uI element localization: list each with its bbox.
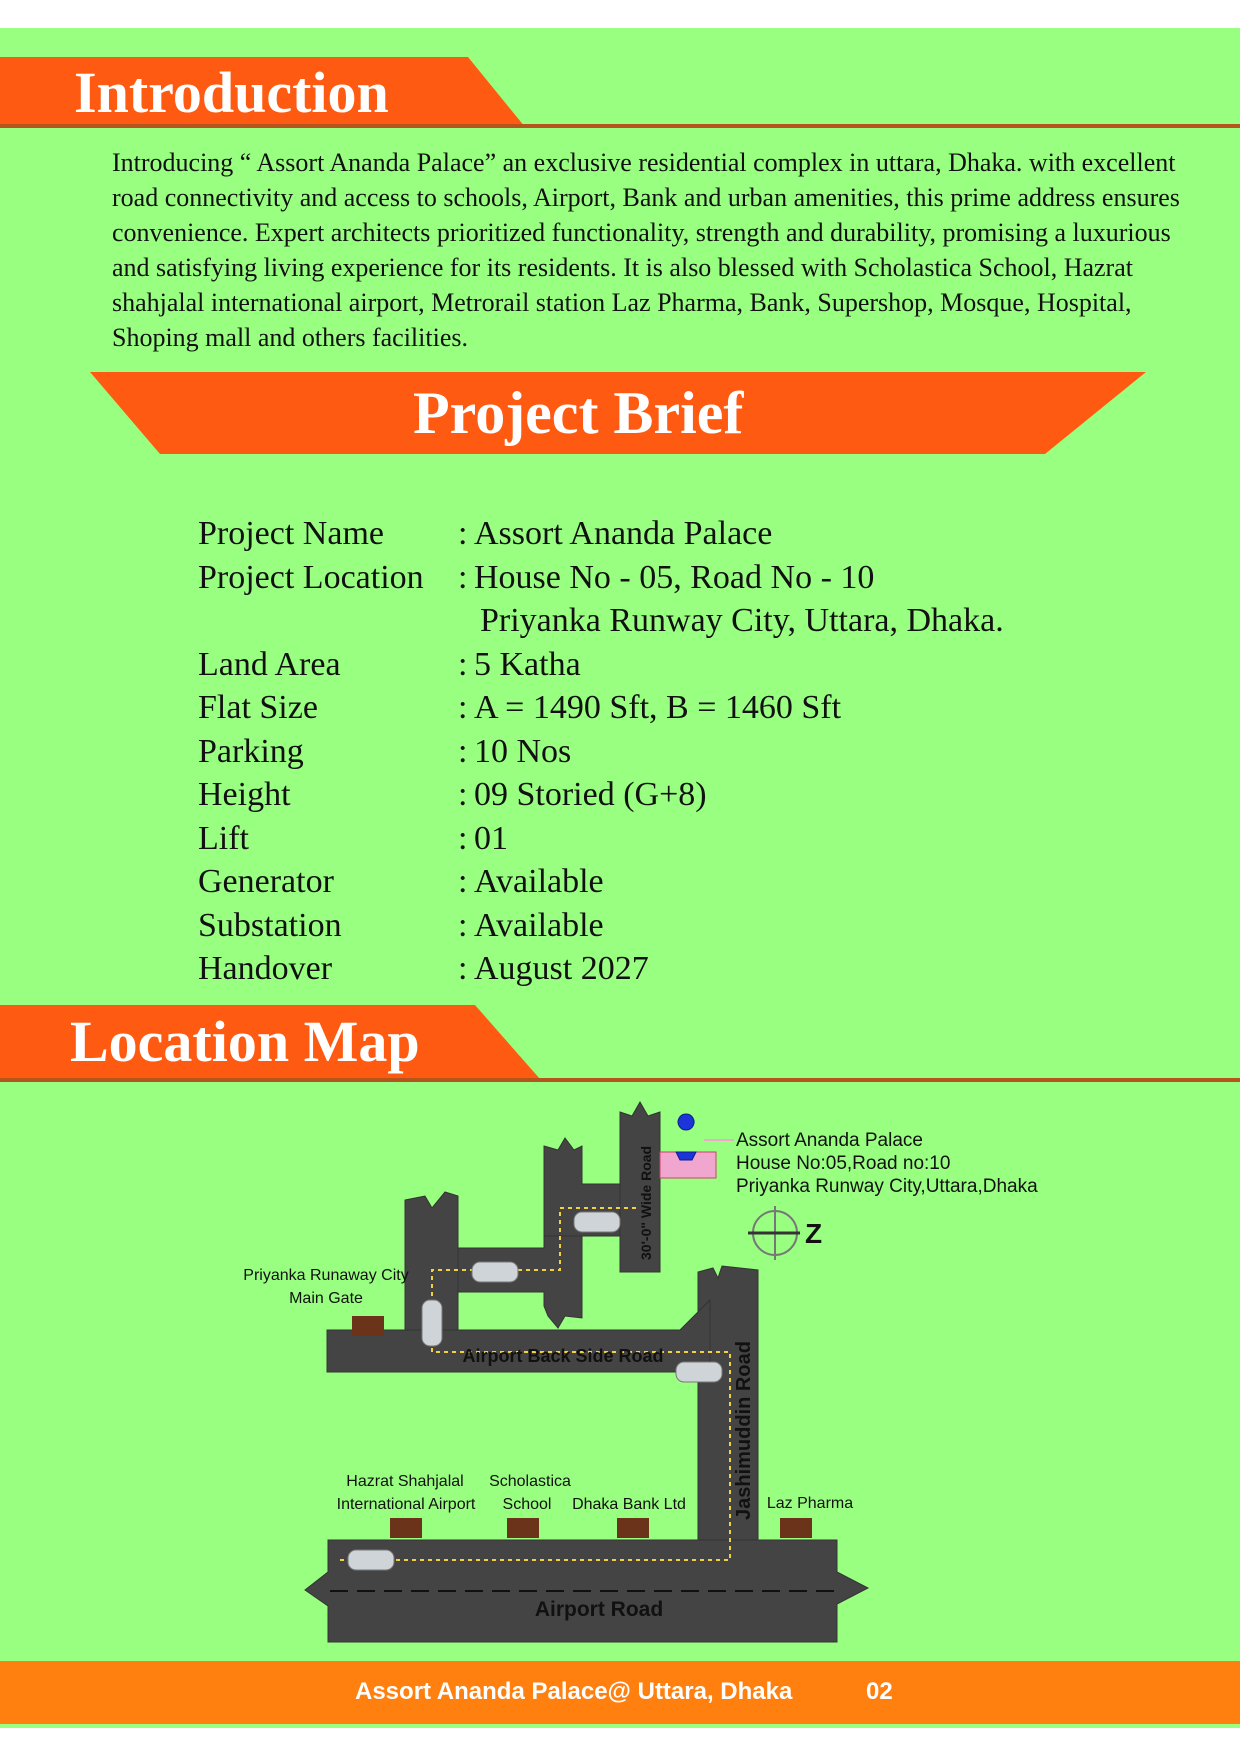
brief-row-substation bbox=[198, 904, 1004, 948]
footer-bar bbox=[0, 1661, 1240, 1724]
brief-label: Lift bbox=[198, 819, 249, 857]
brief-colon: : bbox=[458, 515, 468, 552]
brief-colon: : bbox=[458, 819, 468, 857]
inner-lane-shape bbox=[458, 1236, 582, 1328]
location-map bbox=[0, 1080, 1240, 1660]
school-building bbox=[507, 1518, 539, 1538]
wide-road-label: 30'-0" Wide Road bbox=[638, 1145, 654, 1260]
main-gate-building bbox=[352, 1316, 384, 1336]
airport-road-label: Airport Road bbox=[534, 1598, 664, 1621]
brief-label: Project Location bbox=[198, 558, 424, 596]
brief-label: Project Name bbox=[198, 515, 384, 552]
brief-colon: : bbox=[458, 645, 468, 683]
brief-label: Height bbox=[198, 776, 291, 813]
introduction-paragraph: Introducing “ Assort Ananda Palace” an exclusive residential complex in uttara, Dhaka. with excellent road connectivity and access to schools, Airport, Bank and urban amenities, this prime address ensures convenience. Expert architects prioritized functionality, strength and durability, promising a luxurious and satisfying living experience for its residents. It is also blessed with Scholastica School, Hazrat shahjalal international airport, Metrorail station Laz Pharma, Bank, Supershop, Mosque, Hospital, Shoping mall and others facilities. bbox=[112, 148, 1180, 352]
brief-row-project-location-line2 bbox=[198, 599, 1004, 643]
school-label-line1: Scholastica bbox=[489, 1473, 571, 1490]
car-icon bbox=[422, 1300, 442, 1346]
airport-back-road-label: Airport Back Side Road bbox=[462, 1346, 664, 1366]
bank-label: Dhaka Bank Ltd bbox=[572, 1496, 686, 1513]
airport-label-line2: International Airport bbox=[336, 1496, 476, 1513]
brief-value: August 2027 bbox=[474, 950, 649, 987]
brief-value: Available bbox=[474, 906, 604, 944]
brief-colon: : bbox=[458, 776, 468, 813]
brief-colon: : bbox=[458, 906, 468, 944]
site-label-line1: Assort Ananda Palace bbox=[736, 1130, 923, 1151]
location-pin-icon bbox=[676, 1114, 696, 1160]
project-brief-table bbox=[198, 512, 1004, 991]
brief-value: Available bbox=[474, 863, 604, 900]
jashimuddin-road-label: Jashimuddin Road bbox=[733, 1341, 755, 1520]
pharma-building bbox=[780, 1518, 812, 1538]
brief-value: Priyanka Runway City, Uttara, Dhaka. bbox=[480, 602, 1004, 639]
airport-building bbox=[390, 1518, 422, 1538]
school-label-line2: School bbox=[502, 1496, 552, 1513]
brief-row-generator bbox=[198, 860, 1004, 904]
brief-row-project-name bbox=[198, 512, 1004, 556]
brief-value: 5 Katha bbox=[474, 645, 581, 683]
brief-row-land-area bbox=[198, 643, 1004, 687]
brief-row-handover bbox=[198, 947, 1004, 991]
compass-letter: Z bbox=[805, 1218, 823, 1249]
brief-colon: : bbox=[458, 558, 468, 596]
brief-colon: : bbox=[458, 863, 468, 900]
brief-row-flat-size bbox=[198, 686, 1004, 730]
page-number: 02 bbox=[866, 1678, 893, 1705]
airport-label-line1: Hazrat Shahjalal bbox=[346, 1473, 464, 1490]
main-gate-label-line1: Priyanka Runaway City bbox=[243, 1267, 409, 1284]
car-icon bbox=[348, 1550, 394, 1570]
brief-label: Generator bbox=[198, 863, 334, 900]
pharma-label: Laz Pharma bbox=[766, 1495, 854, 1512]
brief-row-height bbox=[198, 773, 1004, 817]
brief-value: House No - 05, Road No - 10 bbox=[474, 558, 875, 596]
brief-colon: : bbox=[458, 689, 468, 726]
site-label-line3: Priyanka Runway City,Uttara,Dhaka bbox=[736, 1176, 1038, 1197]
brief-label: Flat Size bbox=[198, 689, 318, 726]
brief-label: Substation bbox=[198, 906, 342, 944]
bank-building bbox=[617, 1518, 649, 1538]
brief-value: 01 bbox=[474, 819, 508, 857]
brief-value: 09 Storied (G+8) bbox=[474, 776, 707, 813]
site-label-line2: House No:05,Road no:10 bbox=[736, 1153, 951, 1174]
car-icon bbox=[472, 1262, 518, 1282]
brief-row-project-location bbox=[198, 556, 1004, 600]
footer-text: Assort Ananda Palace@ Uttara, Dhaka bbox=[355, 1678, 793, 1705]
brief-label: Parking bbox=[198, 732, 304, 770]
main-gate-label-line2: Main Gate bbox=[289, 1290, 363, 1307]
introduction-heading: Introduction bbox=[74, 60, 389, 125]
brief-label: Land Area bbox=[198, 645, 341, 683]
project-brief-heading: Project Brief bbox=[413, 380, 744, 446]
brief-value: A = 1490 Sft, B = 1460 Sft bbox=[474, 689, 842, 726]
brief-label: Handover bbox=[198, 950, 333, 987]
brief-value: 10 Nos bbox=[474, 732, 572, 770]
brief-colon: : bbox=[458, 950, 468, 987]
location-map-heading: Location Map bbox=[70, 1009, 420, 1074]
brief-colon: : bbox=[458, 732, 468, 770]
brief-value: Assort Ananda Palace bbox=[474, 515, 773, 552]
car-icon bbox=[574, 1212, 620, 1232]
car-icon bbox=[676, 1362, 722, 1382]
brief-row-parking bbox=[198, 730, 1004, 774]
brief-row-lift bbox=[198, 817, 1004, 861]
